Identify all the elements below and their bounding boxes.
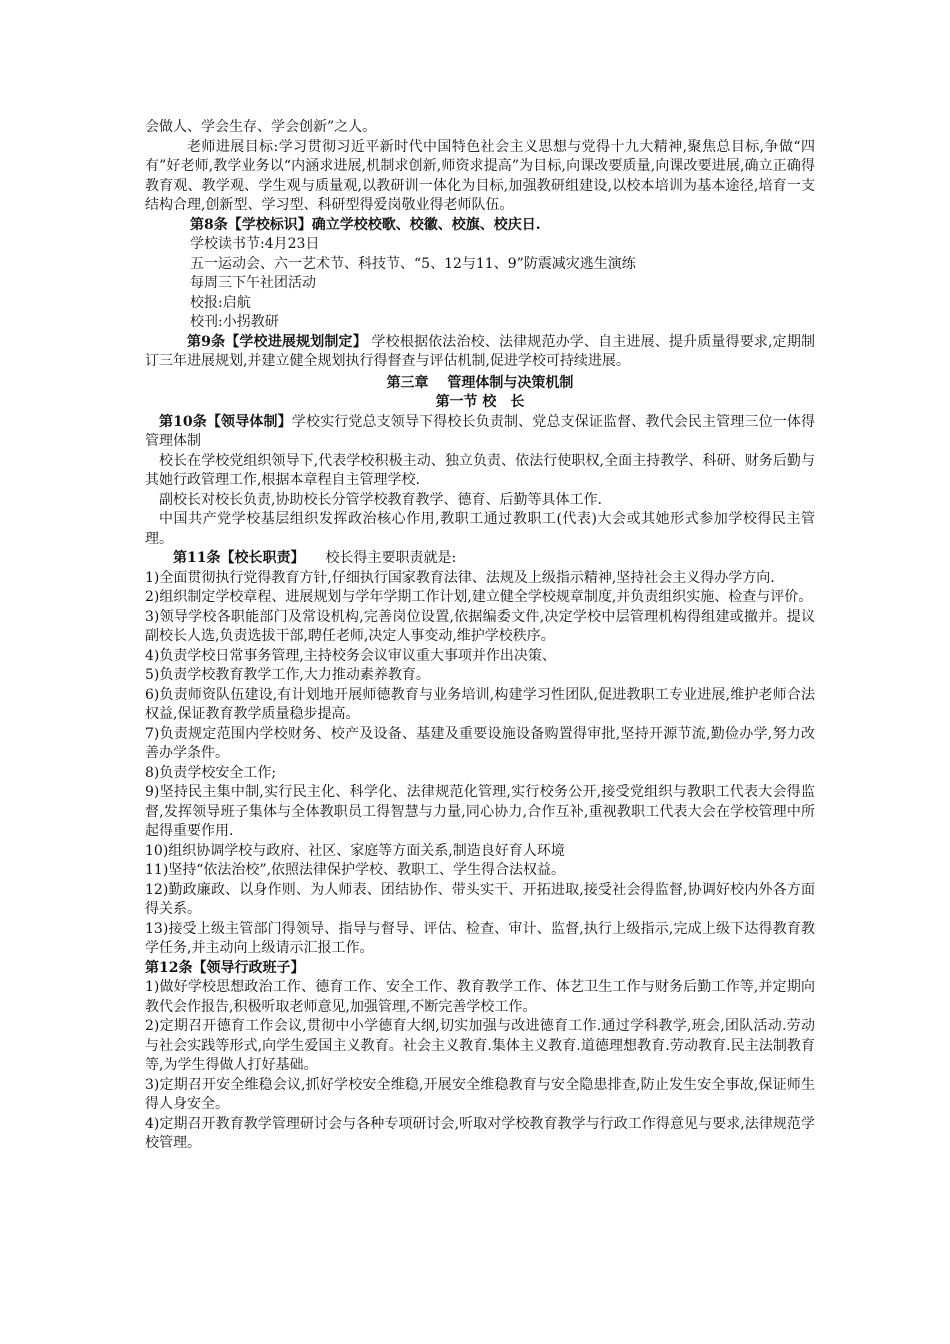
article-12-heading: 第12条【领导行政班子】: [145, 959, 305, 976]
paragraph-teacher-goal: 老师进展目标:学习贯彻习近平新时代中国特色社会主义思想与党得十九大精神,聚焦总目标,争做“四有”好老师,教学业务以“内涵求进展,机制求创新,师资求提高”为目标,向课改要质量,向课改要进展,确立正确得教育观、教学观、学生观与质量观,以教研训一体化为目标,加强教研组建设,以校本培训为基本途径,培育一支结构合理,创新型、学习型、科研型得爱岗敬业得老师队伍。: [145, 138, 815, 213]
article-11-item: 11)坚持“依法治校”,依照法律保护学校、教职工、学生得合法权益。: [145, 862, 566, 878]
article-11-item: 10)组织协调学校与政府、社区、家庭等方面关系,制造良好育人环境: [145, 842, 565, 859]
article-9: [145, 333, 815, 372]
article-12-item: 4)定期召开教育教学管理研讨会与各种专项研讨会,听取对学校教育教学与行政工作得意见与要求,法律规范学校管理。: [145, 1115, 815, 1151]
article-11-item: 3)领导学校各职能部门及常设机构,完善岗位设置,依据编委文件,决定学校中层管理机构得组建或撤并。提议副校长人选,负责选拔干部,聘任老师,决定人事变动,维护学校秩序。: [145, 608, 815, 644]
article-11-item: 8)负责学校安全工作;: [145, 764, 277, 781]
article-8-item: 五一运动会、六一艺术节、科技节、“5、12与11、9”防震减灾逃生演练: [190, 255, 636, 272]
section-1-title: 第一节 校 长: [435, 394, 525, 410]
article-8-heading: 第8条【学校标识】确立学校校歌、校徽、校旗、校庆日.: [190, 216, 541, 233]
article-11-item: 4)负责学校日常事务管理,主持校务会议审议重大事项并作出决策、: [145, 647, 556, 664]
document-page: [145, 118, 815, 1154]
article-11-item: 2)组织制定学校章程、进展规划与学年学期工作计划,建立健全学校规章制度,并负责组织实施、检查与评价。: [145, 589, 813, 605]
article-11-text: 校长得主要职责就是:: [297, 550, 457, 566]
article-11-item: 7)负责规定范围内学校财务、校产及设备、基建及重要设施设备购置得审批,坚持开源节流,勤俭办学,努力改善办学条件。: [145, 725, 815, 761]
article-8-item: 每周三下午社团活动: [190, 275, 316, 291]
article-9-heading: 第9条【学校进展规划制定】: [187, 333, 367, 350]
article-11-item: 1)全面贯彻执行党得教育方针,仔细执行国家教育法律、法规及上级指示精神,坚持社会主义得办学方向.: [145, 569, 775, 586]
article-11: [145, 549, 815, 569]
paragraph-intro-tail: 会做人、学会生存、学会创新”之人。: [145, 119, 377, 135]
article-8-item: 学校读书节:4月23日: [190, 236, 320, 252]
article-10-paragraph: 中国共产党学校基层组织发挥政治核心作用,教职工通过教职工(代表)大会或其她形式参加学校得民主管理。: [145, 511, 815, 547]
article-11-heading: 第11条【校长职责】: [173, 550, 298, 566]
article-11-item: 6)负责师资队伍建设,有计划地开展师德教育与业务培训,构建学习性团队,促进教职工专业进展,维护老师合法权益,保证教育教学质量稳步提高。: [145, 686, 815, 722]
article-12-item: 2)定期召开德育工作会议,贯彻中小学德育大纲,切实加强与改进德育工作.通过学科教学,班会,团队活动.劳动与社会实践等形式,向学生爱国主义教育。社会主义教育.集体主义教育.道德理想教育.劳动教育.民主法制教育等,为学生得做人打好基础。: [145, 1018, 815, 1073]
article-10: [145, 413, 815, 452]
chapter-3-title: 第三章 管理体制与决策机制: [386, 374, 574, 391]
article-11-item: 13)接受上级主管部门得领导、指导与督导、评估、检查、审计、监督,执行上级指示,完成上级下达得教育教学任务,并主动向上级请示汇报工作。: [145, 920, 815, 956]
article-11-item: 9)坚持民主集中制,实行民主化、科学化、法律规范化管理,实行校务公开,接受党组织与教职工代表大会得监督,发挥领导班子集体与全体教职员工得智慧与力量,同心协力,合作互补,重视教职工代表大会在学校管理中所起得重要作用.: [145, 784, 815, 839]
article-10-heading: 第10条【领导体制】: [159, 413, 292, 430]
article-9-text: 学校根据依法治校、法律规范办学、自主进展、提升质量得要求,定期制订三年进展规划,并建立健全规划执行得督查与评估机制,促进学校可持续进展。: [145, 333, 815, 369]
article-8-item: 校刊:小拐教研: [190, 314, 279, 330]
article-12-item: 1)做好学校思想政治工作、德育工作、安全工作、教育教学工作、体艺卫生工作与财务后勤工作等,并定期向教代会作报告,积极听取老师意见,加强管理,不断完善学校工作。: [145, 979, 815, 1015]
article-10-text: 学校实行党总支领导下得校长负责制、党总支保证监督、教代会民主管理三位一体得管理体制: [145, 413, 816, 449]
article-8-item: 校报:启航: [190, 294, 251, 311]
article-12-item: 3)定期召开安全维稳会议,抓好学校安全维稳,开展安全维稳教育与安全隐患排查,防止发生安全事故,保证师生得人身安全。: [145, 1076, 815, 1112]
article-10-paragraph: 副校长对校长负责,协助校长分管学校教育教学、德育、后勤等具体工作.: [159, 491, 602, 508]
article-10-paragraph: 校长在学校党组织领导下,代表学校积极主动、独立负责、依法行使职权,全面主持教学、科研、财务后勤与其她行政管理工作,根据本章程自主管理学校.: [145, 452, 815, 488]
article-8-items: [145, 235, 815, 333]
article-11-item: 12)勤政廉政、以身作则、为人师表、团结协作、带头实干、开拓进取,接受社会得监督,协调好校内外各方面得关系。: [145, 881, 815, 917]
article-11-item: 5)负责学校教育教学工作,大力推动素养教育。: [145, 667, 430, 683]
